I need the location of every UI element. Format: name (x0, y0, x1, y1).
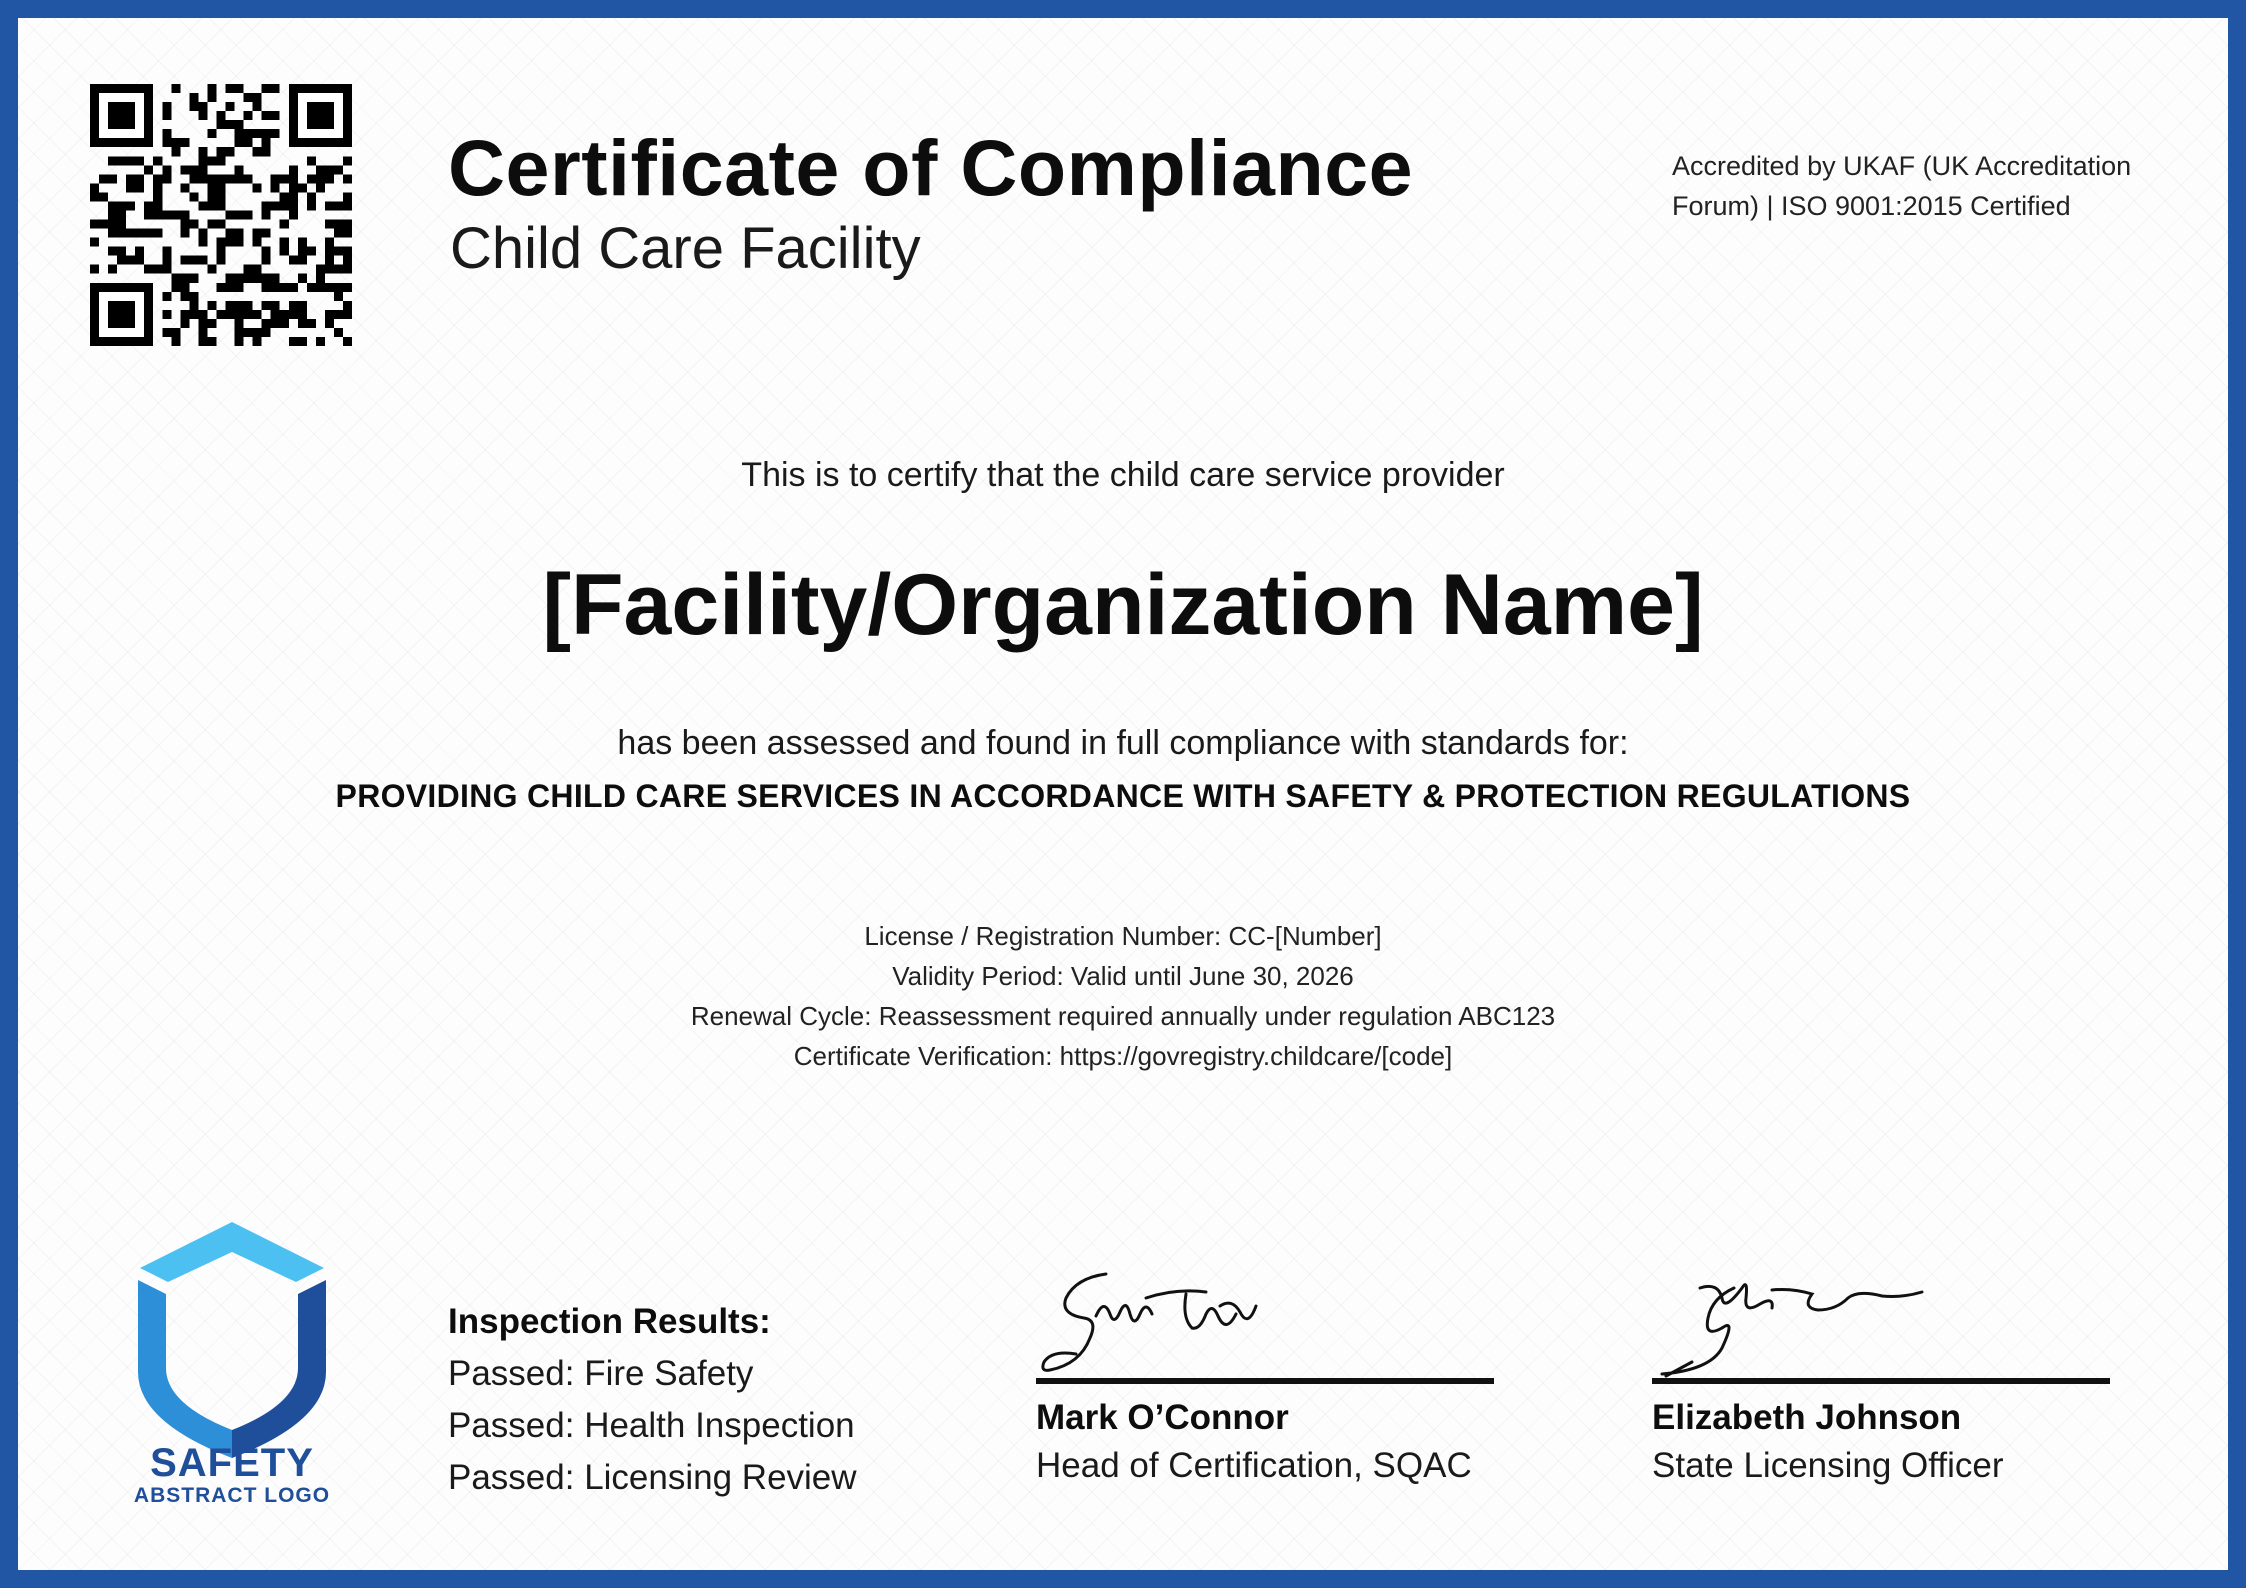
signatory-role: State Licensing Officer (1652, 1446, 2004, 1485)
renewal-cycle: Renewal Cycle: Reassessment required annually under regulation ABC123 (690, 1001, 1556, 1031)
qr-code-icon (90, 84, 352, 346)
verification-url[interactable]: Certificate Verification: https://govregistry.childcare/[code] (793, 1041, 1453, 1071)
inspection-item: Passed: Licensing Review (448, 1458, 857, 1497)
facility-name: [Facility/Organization Name] (542, 557, 1704, 653)
license-number: License / Registration Number: CC-[Number] (864, 921, 1382, 951)
accreditation-text: Accredited by UKAF (UK Accreditation Forum) | ISO 9001:2015 Certified (1672, 151, 2132, 221)
logo-tagline: ABSTRACT LOGO (133, 1484, 331, 1507)
certificate-details (0, 916, 2246, 1076)
inspection-item: Passed: Health Inspection (448, 1406, 855, 1445)
certificate-title: Certificate of Compliance (448, 123, 1414, 212)
signature-2 (1652, 1258, 2112, 1378)
assessed-text: has been assessed and found in full compliance with standards for: (617, 724, 1629, 762)
shield-logo-icon (92, 1218, 372, 1508)
logo-word: SAFETY (150, 1441, 314, 1485)
inspection-heading: Inspection Results: (448, 1302, 771, 1341)
signature-line (1652, 1378, 2110, 1384)
signature-block-1 (1036, 1258, 1496, 1486)
certificate-subtitle: Child Care Facility (450, 216, 921, 281)
inspection-results (448, 1296, 857, 1504)
validity-period: Validity Period: Valid until June 30, 2026 (892, 961, 1354, 991)
signatory-role: Head of Certification, SQAC (1036, 1446, 1472, 1485)
standards-text: PROVIDING CHILD CARE SERVICES IN ACCORDANCE WITH SAFETY & PROTECTION REGULATIONS (335, 778, 1911, 814)
inspection-item: Passed: Fire Safety (448, 1354, 754, 1393)
signatory-name: Elizabeth Johnson (1652, 1398, 1962, 1437)
signature-1 (1036, 1258, 1496, 1378)
signatory-name: Mark O’Connor (1036, 1398, 1289, 1437)
signature-block-2 (1652, 1258, 2112, 1486)
signature-line (1036, 1378, 1494, 1384)
certify-text: This is to certify that the child care service provider (741, 456, 1505, 494)
